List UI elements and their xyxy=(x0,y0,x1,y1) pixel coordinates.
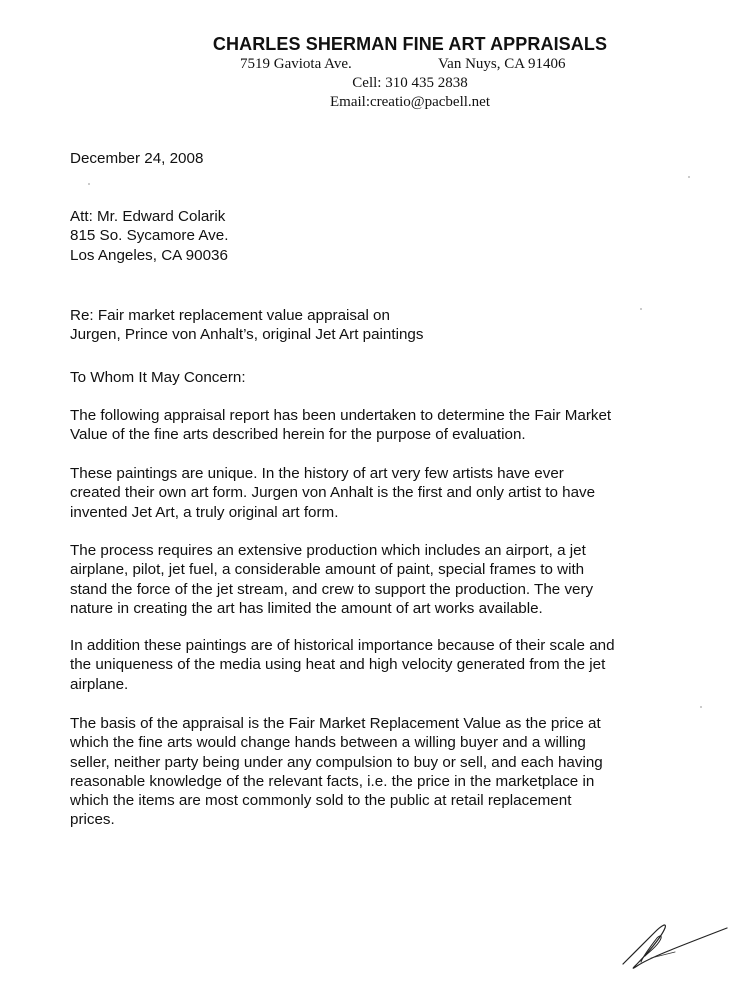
paper-speck xyxy=(88,183,90,185)
paragraph-line: which the items are most commonly sold to the public at retail replacement xyxy=(70,792,572,810)
recipient-line: 815 So. Sycamore Ave. xyxy=(70,227,229,245)
paragraph-line: seller, neither party being under any compulsion to buy or sell, and each having xyxy=(70,753,603,771)
paper-speck xyxy=(640,308,642,310)
paragraph-line: created their own art form. Jurgen von Anhalt is the first and only artist to have xyxy=(70,484,596,502)
paragraph xyxy=(70,464,595,522)
paragraph-line: which the fine arts would change hands between a willing buyer and a willing xyxy=(70,734,586,752)
paragraph-line: These paintings are unique. In the history of art very few artists have ever xyxy=(70,465,564,482)
paragraph-line: nature in creating the art has limited the amount of art works available. xyxy=(70,599,543,617)
recipient-block xyxy=(70,207,228,265)
paragraph xyxy=(70,636,615,694)
subject-line: Jurgen, Prince von Anhalt’s, original Jet Art paintings xyxy=(70,326,424,344)
paragraph-line: In addition these paintings are of historical importance because of their scale and xyxy=(70,637,615,654)
paragraph-line: The process requires an extensive production which includes an airport, a jet xyxy=(70,542,586,559)
recipient-line: Los Angeles, CA 90036 xyxy=(70,246,228,264)
paragraph xyxy=(70,714,603,830)
paragraph-line: the uniqueness of the media using heat and high velocity generated from the jet xyxy=(70,656,606,674)
paragraph-line: airplane, pilot, jet fuel, a considerable amount of paint, special frames to with xyxy=(70,561,585,579)
paragraph-line: airplane. xyxy=(70,675,129,693)
salutation-text: To Whom It May Concern: xyxy=(70,369,246,386)
signature-icon xyxy=(615,912,730,972)
paragraph xyxy=(70,406,611,445)
company-name: CHARLES SHERMAN FINE ART APPRAISALS xyxy=(212,34,608,54)
paragraph-line: prices. xyxy=(70,811,115,829)
paragraph-line: stand the force of the jet stream, and crew to support the production. The very xyxy=(70,580,594,598)
paper-speck xyxy=(688,176,690,178)
company-street: 7519 Gaviota Ave. xyxy=(240,56,352,72)
paragraph-line: reasonable knowledge of the relevant facts, i.e. the price in the marketplace in xyxy=(70,772,595,790)
company-email: Email:creatio@pacbell.net xyxy=(330,94,490,110)
recipient-line: Att: Mr. Edward Colarik xyxy=(70,208,226,225)
company-cell: Cell: 310 435 2838 xyxy=(352,75,468,91)
company-address xyxy=(150,55,670,74)
company-city: Van Nuys, CA 91406 xyxy=(438,56,566,72)
subject-block xyxy=(70,306,423,345)
salutation xyxy=(70,368,246,387)
paragraph-line: The following appraisal report has been undertaken to determine the Fair Market xyxy=(70,407,612,424)
paragraph xyxy=(70,541,593,618)
subject-line: Re: Fair market replacement value appraisal on xyxy=(70,307,390,324)
paper-speck xyxy=(700,706,702,708)
letter-date xyxy=(70,149,203,168)
paragraph-line: Value of the fine arts described herein for the purpose of evaluation. xyxy=(70,426,526,444)
letterhead xyxy=(150,33,670,112)
date-text: December 24, 2008 xyxy=(70,150,204,167)
paragraph-line: The basis of the appraisal is the Fair Market Replacement Value as the price at xyxy=(70,715,601,732)
paragraph-line: invented Jet Art, a truly original art form. xyxy=(70,503,339,521)
